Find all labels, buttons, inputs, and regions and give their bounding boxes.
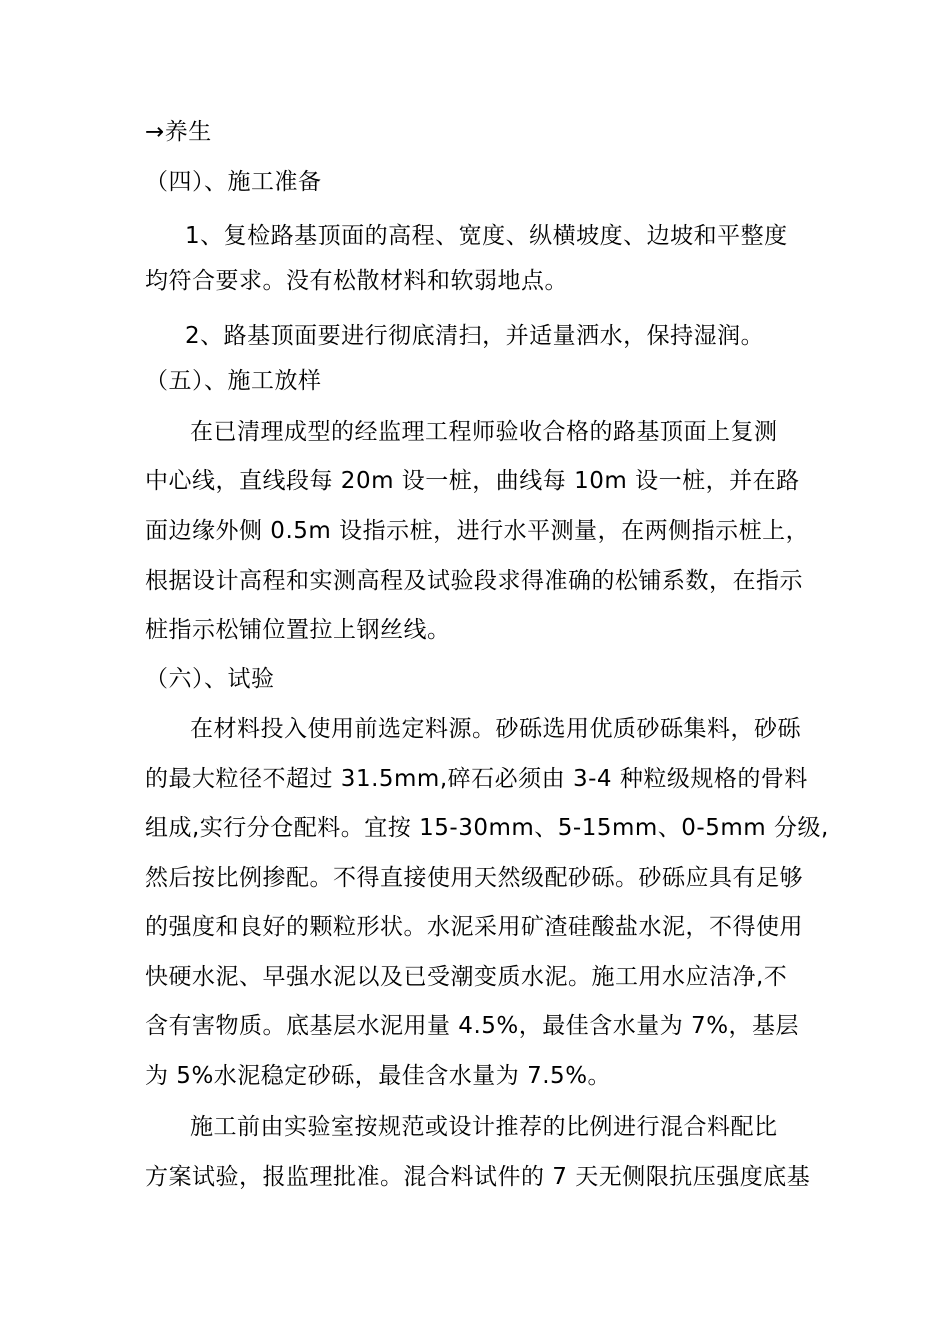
paragraph-line: 根据设计高程和实测高程及试验段求得准确的松铺系数，在指示 [145, 568, 803, 594]
section-heading: （五）、施工放样 [145, 368, 322, 394]
paragraph-line: 的最大粒径不超过 31.5mm,碎石必须由 3-4 种粒级规格的骨料 [145, 766, 808, 792]
paragraph-line: 2、路基顶面要进行彻底清扫，并适量洒水，保持湿润。 [185, 323, 765, 349]
paragraph-line: 面边缘外侧 0.5m 设指示桩，进行水平测量，在两侧指示桩上， [145, 518, 810, 544]
paragraph-line: 含有害物质。底基层水泥用量 4.5%，最佳含水量为 7%，基层 [145, 1013, 800, 1039]
paragraph-line: 在已清理成型的经监理工程师验收合格的路基顶面上复测 [190, 419, 778, 445]
text-line: →养生 [145, 119, 212, 145]
paragraph-line: 1、复检路基顶面的高程、宽度、纵横坡度、边坡和平整度 [185, 223, 788, 249]
paragraph-line: 方案试验，报监理批准。混合料试件的 7 天无侧限抗压强度底基 [145, 1164, 811, 1190]
paragraph-line: 均符合要求。没有松散材料和软弱地点。 [145, 268, 568, 294]
paragraph-line: 的强度和良好的颗粒形状。水泥采用矿渣硅酸盐水泥，不得使用 [145, 914, 803, 940]
paragraph-line: 快硬水泥、早强水泥以及已受潮变质水泥。施工用水应洁净,不 [145, 964, 788, 990]
paragraph-line: 组成,实行分仓配料。宜按 15-30mm、5-15mm、0-5mm 分级, [145, 815, 829, 841]
paragraph-line: 在材料投入使用前选定料源。砂砾选用优质砂砾集料，砂砾 [190, 716, 801, 742]
paragraph-line: 施工前由实验室按规范或设计推荐的比例进行混合料配比 [190, 1114, 778, 1140]
paragraph-line: 为 5%水泥稳定砂砾，最佳含水量为 7.5%。 [145, 1063, 612, 1089]
paragraph-line: 然后按比例掺配。不得直接使用天然级配砂砾。砂砾应具有足够 [145, 865, 803, 891]
section-heading: （四）、施工准备 [145, 169, 322, 195]
section-heading: （六）、试验 [145, 666, 275, 692]
paragraph-line: 中心线，直线段每 20m 设一桩，曲线每 10m 设一桩，并在路 [145, 468, 800, 494]
paragraph-line: 桩指示松铺位置拉上钢丝线。 [145, 617, 451, 643]
